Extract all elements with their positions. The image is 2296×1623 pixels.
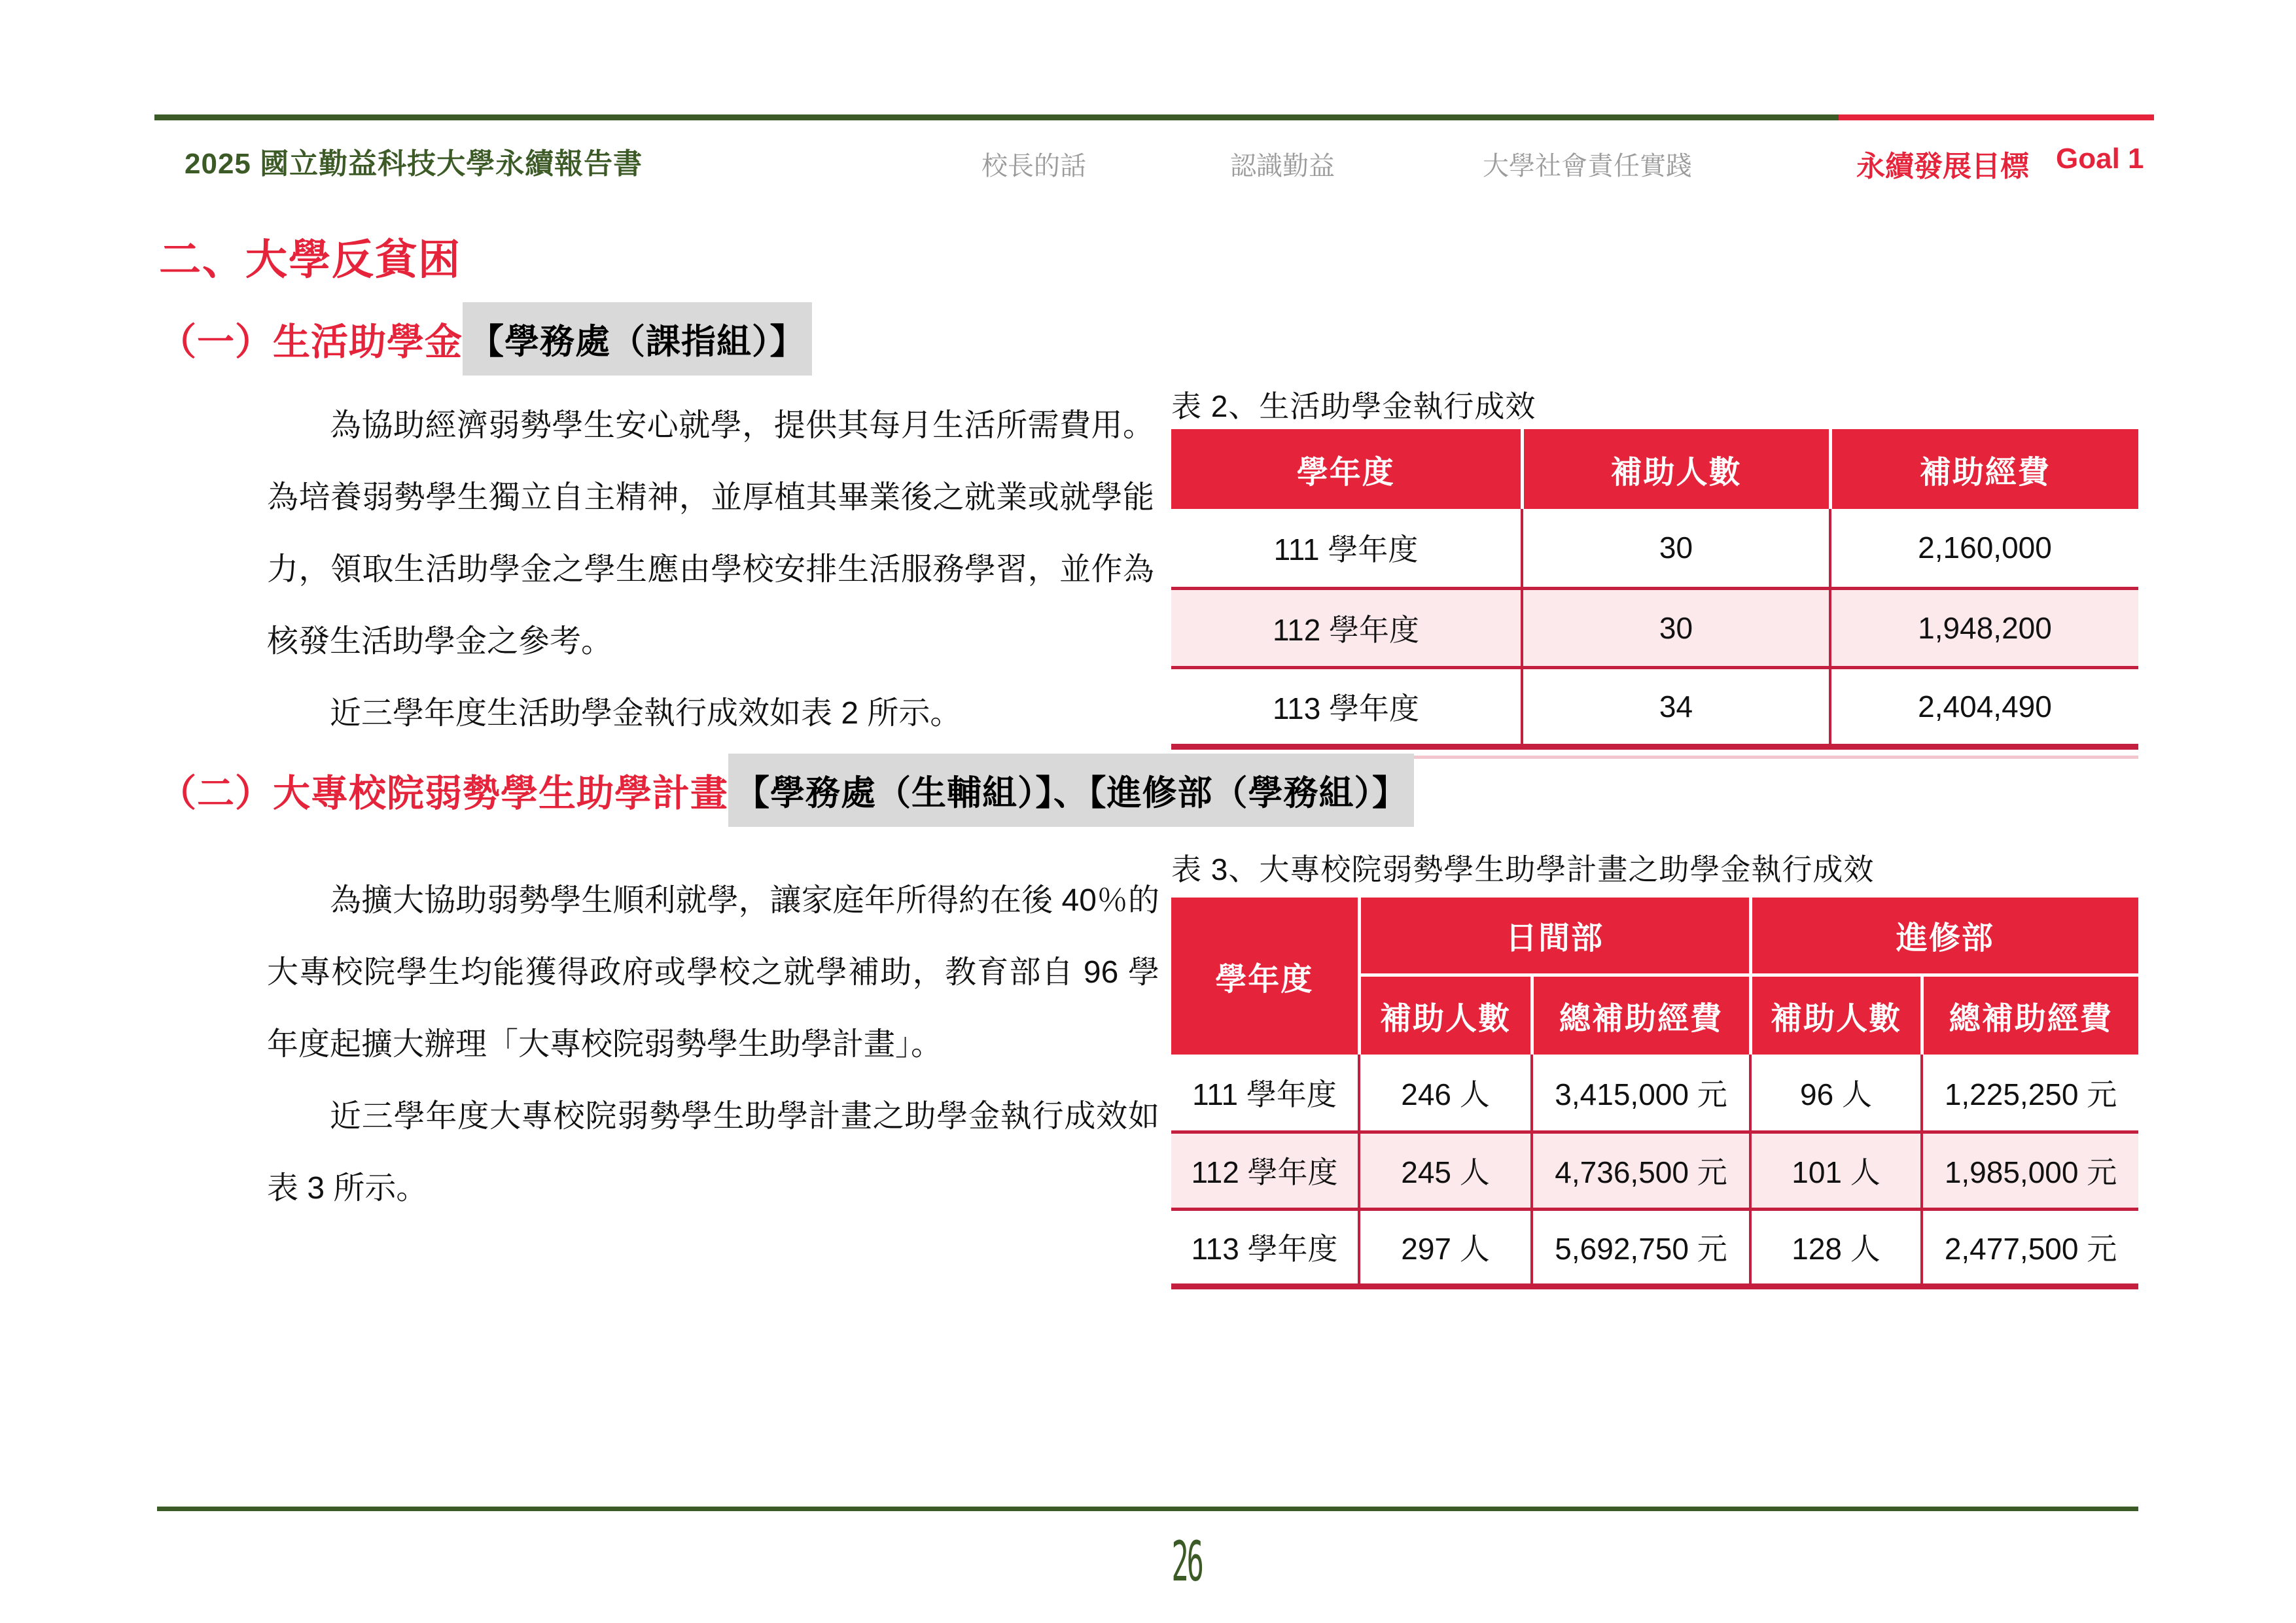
table-row xyxy=(1171,1055,2138,1132)
cell-recipients: 30 xyxy=(1522,509,1830,588)
table3-subheader-day-recipients: 補助人數 xyxy=(1359,975,1532,1055)
section2-heading-office-tag: 【學務處（生輔組）】、【進修部（學務組）】 xyxy=(728,754,1414,827)
table2-header-funding: 補助經費 xyxy=(1830,429,2138,509)
paragraph: 為協助經濟弱勢學生安心就學，提供其每月生活所需費用。為培養弱勢學生獨立自主精神，並厚植其畢業後之就業或就學能力，領取生活助學金之學生應由學校安排生活服務學習，並作為核發生活助學金之參考。 xyxy=(267,408,1154,659)
table-row xyxy=(1171,509,2138,588)
cell-day-funding: 3,415,000 元 xyxy=(1532,1055,1750,1132)
cell-day-recipients: 297 人 xyxy=(1359,1209,1532,1286)
table3-caption: 表 3、大專校院弱勢學生助學計畫之助學金執行成效 xyxy=(1171,852,1875,886)
cell-evening-recipients: 96 人 xyxy=(1750,1055,1922,1132)
cell-funding: 2,160,000 xyxy=(1830,509,2138,588)
table2-header-row xyxy=(1171,429,2138,509)
table3-subheader-evening-funding: 總補助經費 xyxy=(1922,975,2138,1055)
table-row xyxy=(1171,1132,2138,1209)
cell-recipients: 34 xyxy=(1522,667,1830,746)
table2-caption: 表 2、生活助學金執行成效 xyxy=(1171,389,1536,423)
table3-wrapper xyxy=(1171,898,2138,1289)
header-rule-red-accent xyxy=(1839,114,2154,120)
cell-year: 111 學年度 xyxy=(1171,509,1522,588)
cell-evening-funding: 1,985,000 元 xyxy=(1922,1132,2138,1209)
page-number xyxy=(1115,1529,1259,1594)
table2-wrapper xyxy=(1171,429,2138,759)
cell-year: 113 學年度 xyxy=(1171,667,1522,746)
table3-subheader-evening-recipients: 補助人數 xyxy=(1750,975,1922,1055)
table3-group-header-row xyxy=(1171,898,2138,975)
cell-recipients: 30 xyxy=(1522,588,1830,667)
table3-disadvantaged-program-results xyxy=(1171,898,2138,1289)
cell-evening-recipients: 101 人 xyxy=(1750,1132,1922,1209)
section2-body xyxy=(267,865,1159,1225)
cell-year: 112 學年度 xyxy=(1171,1132,1359,1209)
cell-funding: 2,404,490 xyxy=(1830,667,2138,746)
section2-heading xyxy=(159,754,1414,827)
section2-heading-text: （二）大專校院弱勢學生助學計畫 xyxy=(159,773,728,814)
nav-item-principal-message[interactable]: 校長的話 xyxy=(981,152,1086,181)
report-title: 2025 國立勤益科技大學永續報告書 xyxy=(185,148,643,180)
cell-day-funding: 4,736,500 元 xyxy=(1532,1132,1750,1209)
nav-item-about[interactable]: 認識勤益 xyxy=(1230,152,1335,181)
cell-funding: 1,948,200 xyxy=(1830,588,2138,667)
cell-year: 111 學年度 xyxy=(1171,1055,1359,1132)
cell-day-funding: 5,692,750 元 xyxy=(1532,1209,1750,1286)
table2-header-recipients: 補助人數 xyxy=(1522,429,1830,509)
section1-heading-text: （一）生活助學金 xyxy=(159,321,463,363)
cell-day-recipients: 245 人 xyxy=(1359,1132,1532,1209)
cell-year: 113 學年度 xyxy=(1171,1209,1359,1286)
table-row xyxy=(1171,588,2138,667)
table3-header-evening-division: 進修部 xyxy=(1750,898,2138,975)
table2-scholarship-results xyxy=(1171,429,2138,750)
paragraph: 近三學年度大專校院弱勢學生助學計畫之助學金執行成效如表 3 所示。 xyxy=(267,1099,1159,1206)
nav-item-usr-practice[interactable]: 大學社會責任實踐 xyxy=(1483,152,1692,181)
cell-evening-recipients: 128 人 xyxy=(1750,1209,1922,1286)
table3-subheader-day-funding: 總補助經費 xyxy=(1532,975,1750,1055)
section1-heading-office-tag: 【學務處（課指組）】 xyxy=(463,302,812,375)
table2-header-year: 學年度 xyxy=(1171,429,1522,509)
header-rule-green xyxy=(154,114,1839,120)
cell-evening-funding: 2,477,500 元 xyxy=(1922,1209,2138,1286)
paragraph: 為擴大協助弱勢學生順利就學，讓家庭年所得約在後 40％的大專校院學生均能獲得政府或學校之就學補助，教育部自 96 學年度起擴大辦理「大專校院弱勢學生助學計畫」。 xyxy=(267,883,1159,1062)
cell-day-recipients: 246 人 xyxy=(1359,1055,1532,1132)
table3-header-day-division: 日間部 xyxy=(1359,898,1750,975)
nav-item-goal1[interactable]: Goal 1 xyxy=(2056,143,2144,175)
nav-item-sdgs-active[interactable]: 永續發展目標 xyxy=(1856,150,2029,183)
table3-header-year: 學年度 xyxy=(1171,898,1359,1055)
paragraph: 近三學年度生活助學金執行成效如表 2 所示。 xyxy=(330,696,962,731)
section1-body xyxy=(267,390,1154,750)
cell-evening-funding: 1,225,250 元 xyxy=(1922,1055,2138,1132)
table-row xyxy=(1171,667,2138,746)
footer-rule xyxy=(157,1507,2138,1511)
section1-heading xyxy=(159,302,812,375)
table-row xyxy=(1171,1209,2138,1286)
chapter-title: 二、大學反貧困 xyxy=(159,236,461,283)
cell-year: 112 學年度 xyxy=(1171,588,1522,667)
page-number-value: 26 xyxy=(1171,1529,1203,1594)
